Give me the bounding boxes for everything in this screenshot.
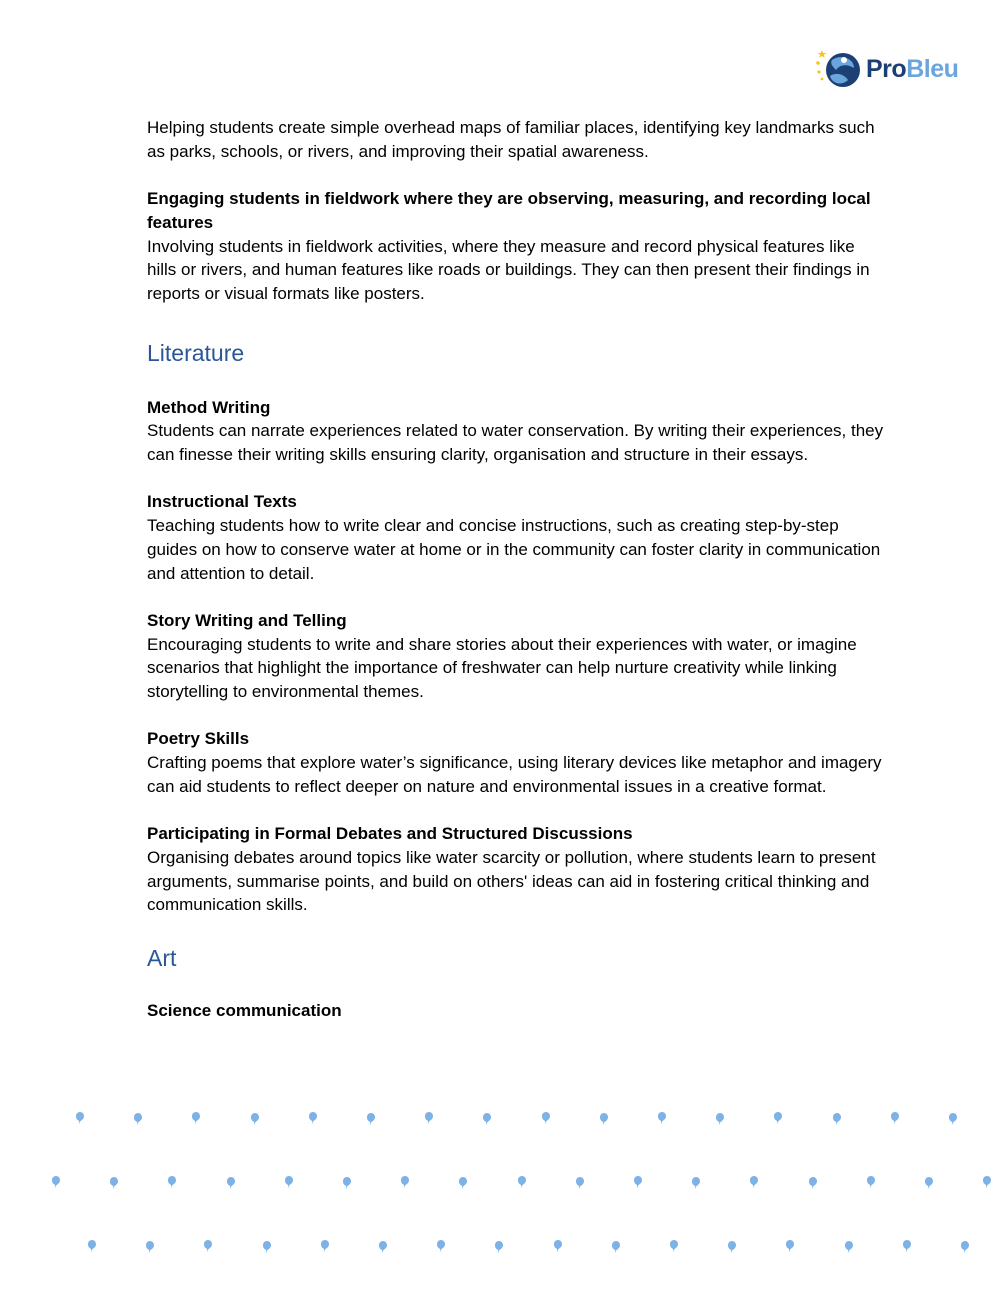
water-drop-icon — [379, 1241, 387, 1253]
water-drop-icon — [925, 1177, 933, 1189]
water-drop-icon — [961, 1241, 969, 1253]
water-drop-icon — [437, 1240, 445, 1252]
water-drop-icon — [949, 1113, 957, 1125]
water-drop-icon — [76, 1112, 84, 1124]
water-drop-icon — [670, 1240, 678, 1252]
method-writing-text: Students can narrate experiences related to water conservation. By writing their experiences, they can finesse their writing skills ensuring clarity, organisation and structure in their essays. — [147, 421, 884, 465]
water-drop-icon — [110, 1177, 118, 1189]
debates-title: Participating in Formal Debates and Structured Discussions — [147, 824, 633, 844]
water-drop-icon — [251, 1113, 259, 1125]
water-drop-icon — [227, 1177, 235, 1189]
water-drop-icon — [891, 1112, 899, 1124]
water-drop-icon — [425, 1112, 433, 1124]
literature-heading: Literature — [147, 339, 245, 366]
water-drop-icon — [285, 1176, 293, 1188]
water-drop-icon — [146, 1241, 154, 1253]
water-drop-icon — [903, 1240, 911, 1252]
water-drop-icon — [833, 1113, 841, 1125]
water-drop-icon — [554, 1240, 562, 1252]
water-drop-icon — [52, 1176, 60, 1188]
water-drop-icon — [612, 1241, 620, 1253]
intro-paragraph: Helping students create simple overhead maps of familiar places, identifying key landmarks such as parks, schools, or rivers, and improving their spatial awareness. — [147, 118, 875, 161]
instructional-texts-title: Instructional Texts — [147, 492, 297, 512]
water-drop-icon — [192, 1112, 200, 1124]
water-drop-icon — [321, 1240, 329, 1252]
story-writing-title: Story Writing and Telling — [147, 610, 347, 630]
fieldwork-paragraph: Involving students in fieldwork activities, where they measure and record physical features like hills or rivers, and human features like roads or buildings. They can then present their findings in reports or visual formats like posters. — [147, 236, 870, 303]
water-drop-icon — [692, 1177, 700, 1189]
water-drop-icon — [542, 1112, 550, 1124]
probleu-wordmark: ProBleu — [866, 54, 959, 83]
water-drop-icon — [658, 1112, 666, 1124]
document-body — [147, 116, 887, 1023]
water-drop-icon — [309, 1112, 317, 1124]
water-drop-pattern — [0, 1100, 1000, 1280]
water-drop-icon — [343, 1177, 351, 1189]
water-drop-icon — [401, 1176, 409, 1188]
instructional-texts-text: Teaching students how to write clear and concise instructions, such as creating step-by-step guides on how to conserve water at home or in the community can foster clarity in communication and attention to detail. — [147, 516, 881, 583]
water-drop-icon — [786, 1240, 794, 1252]
water-drop-icon — [518, 1176, 526, 1188]
fieldwork-title: Engaging students in fieldwork where they are observing, measuring, and recording local features — [147, 189, 871, 232]
water-drop-icon — [367, 1113, 375, 1125]
water-drop-icon — [600, 1113, 608, 1125]
water-drop-icon — [867, 1176, 875, 1188]
poetry-skills-text: Crafting poems that explore water’s significance, using literary devices like metaphor and imagery can aid students to reflect deeper on nature and environmental issues in a creative format. — [147, 753, 882, 796]
water-drop-icon — [983, 1176, 991, 1188]
art-heading: Art — [147, 945, 177, 972]
water-drop-icon — [576, 1177, 584, 1189]
debates-text: Organising debates around topics like water scarcity or pollution, where students learn to present arguments, summarise points, and build on others' ideas can aid in fostering critical thinking and communication skills. — [147, 847, 876, 915]
probleu-logo — [814, 46, 964, 92]
water-drop-icon — [774, 1112, 782, 1124]
water-drop-icon — [483, 1113, 491, 1125]
water-drop-icon — [204, 1240, 212, 1252]
water-drop-icon — [88, 1240, 96, 1252]
water-drop-icon — [134, 1113, 142, 1125]
water-drop-icon — [750, 1176, 758, 1188]
probleu-emblem-icon — [814, 46, 862, 92]
water-drop-icon — [716, 1113, 724, 1125]
water-drop-icon — [728, 1241, 736, 1253]
water-drop-icon — [168, 1176, 176, 1188]
water-drop-icon — [459, 1177, 467, 1189]
science-communication-title: Science communication — [147, 1001, 342, 1021]
poetry-skills-title: Poetry Skills — [147, 729, 250, 749]
water-drop-icon — [263, 1241, 271, 1253]
method-writing-title: Method Writing — [147, 397, 271, 417]
water-drop-icon — [495, 1241, 503, 1253]
water-drop-icon — [809, 1177, 817, 1189]
water-drop-icon — [634, 1176, 642, 1188]
story-writing-text: Encouraging students to write and share stories about their experiences with water, or imagine scenarios that highlight the importance of freshwater can help nurture creativity while linking storytelling to environmental themes. — [147, 634, 857, 702]
water-drop-icon — [845, 1241, 853, 1253]
